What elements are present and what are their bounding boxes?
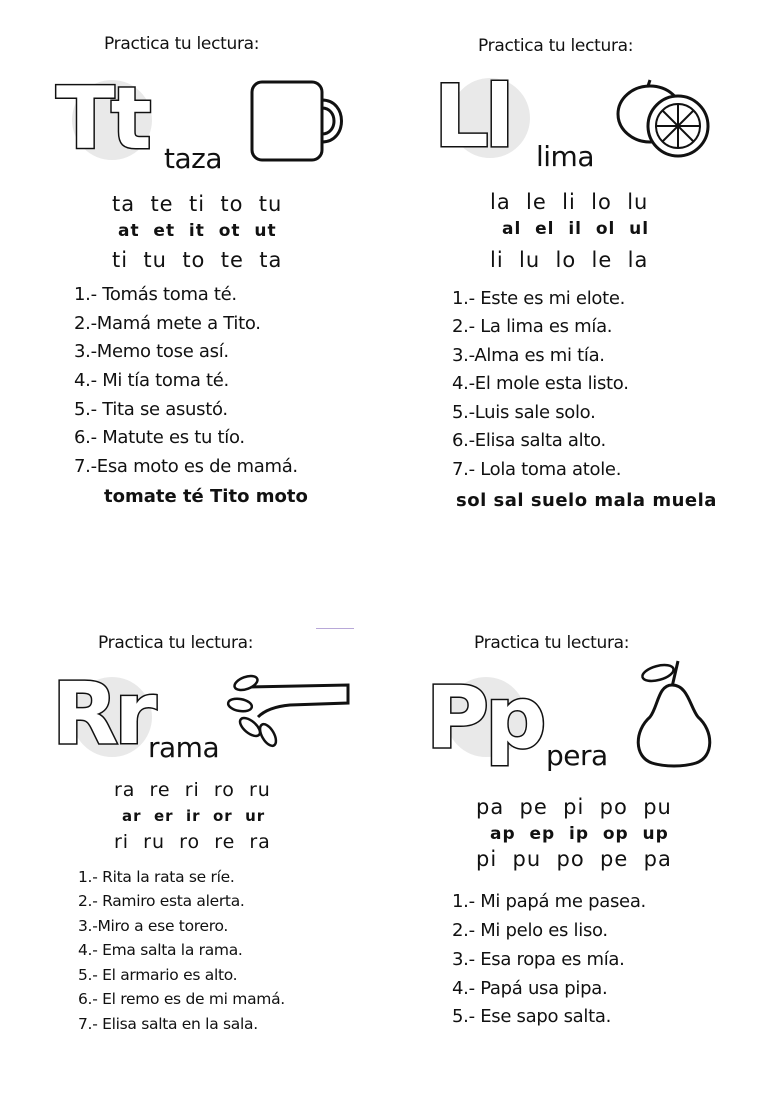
big-letter: Ll (434, 67, 511, 167)
card-p (390, 617, 760, 1117)
inverse-syllables: ar er ir or ur (122, 807, 266, 825)
inverse-syllables: ap ep ip op up (490, 824, 669, 844)
sentence: 5.-Luis sale solo. (452, 402, 596, 423)
key-word: lima (536, 140, 594, 173)
sentence: 4.- Papá usa pipa. (452, 978, 608, 999)
sentence: 3.-Alma es mi tía. (452, 345, 605, 366)
word-list: tomate té Tito moto (104, 486, 308, 507)
card-title: Practica tu lectura: (98, 633, 254, 653)
card-t (12, 20, 382, 520)
sentence: 4.-El mole esta listo. (452, 373, 629, 394)
syllables: pa pe pi po pu (476, 795, 672, 819)
sentence: 1.- Rita la rata se ríe. (78, 868, 235, 886)
card-r (12, 617, 382, 1117)
key-word: rama (148, 731, 220, 764)
branch-icon (228, 673, 352, 753)
card-title: Practica tu lectura: (474, 633, 630, 653)
syllables: la le li lo lu (490, 190, 649, 214)
sentence: 4.- Mi tía toma té. (74, 370, 229, 391)
sentence: 7.- Lola toma atole. (452, 459, 622, 480)
syllables-mixed: ti tu to te ta (112, 248, 283, 272)
sentence: 3.-Miro a ese torero. (78, 917, 229, 935)
sentence: 2.-Mamá mete a Tito. (74, 313, 261, 334)
syllables-mixed: pi pu po pe pa (476, 847, 672, 871)
sentence: 2.- Mi pelo es liso. (452, 920, 608, 941)
sentence: 1.- Este es mi elote. (452, 288, 626, 309)
inverse-syllables: at et it ot ut (118, 221, 277, 241)
inverse-syllables: al el il ol ul (502, 219, 650, 239)
syllables: ra re ri ro ru (114, 779, 271, 801)
key-word: pera (546, 739, 608, 772)
sentence: 3.- Esa ropa es mía. (452, 949, 625, 970)
sentence: 1.- Tomás toma té. (74, 284, 237, 305)
syllables-mixed: li lu lo le la (490, 248, 649, 272)
sentence: 2.- La lima es mía. (452, 316, 613, 337)
big-letter: Tt (56, 69, 148, 169)
pear-icon (628, 657, 720, 767)
sentence: 5.- Ese sapo salta. (452, 1006, 612, 1027)
syllables-mixed: ri ru ro re ra (114, 831, 271, 853)
sentence: 3.-Memo tose así. (74, 341, 229, 362)
lime-icon (614, 80, 714, 160)
word-list: sol sal suelo mala muela (456, 490, 717, 511)
key-word: taza (164, 142, 222, 175)
sentence: 1.- Mi papá me pasea. (452, 891, 646, 912)
sentence: 2.- Ramiro esta alerta. (78, 892, 245, 910)
sentence: 5.- Tita se asustó. (74, 399, 228, 420)
sentence: 5.- El armario es alto. (78, 966, 238, 984)
sentence: 4.- Ema salta la rama. (78, 941, 243, 959)
big-letter: Pp (426, 668, 543, 768)
sentence: 6.- El remo es de mi mamá. (78, 990, 285, 1008)
sentence: 6.- Matute es tu tío. (74, 427, 245, 448)
card-l (390, 20, 760, 520)
card-title: Practica tu lectura: (478, 36, 634, 56)
big-letter: Rr (52, 664, 153, 764)
card-title: Practica tu lectura: (104, 34, 260, 54)
sentence: 7.-Esa moto es de mamá. (74, 456, 298, 477)
syllables: ta te ti to tu (112, 192, 283, 216)
sentence: 7.- Elisa salta en la sala. (78, 1015, 258, 1033)
mug-icon (248, 80, 358, 170)
sentence: 6.-Elisa salta alto. (452, 430, 606, 451)
